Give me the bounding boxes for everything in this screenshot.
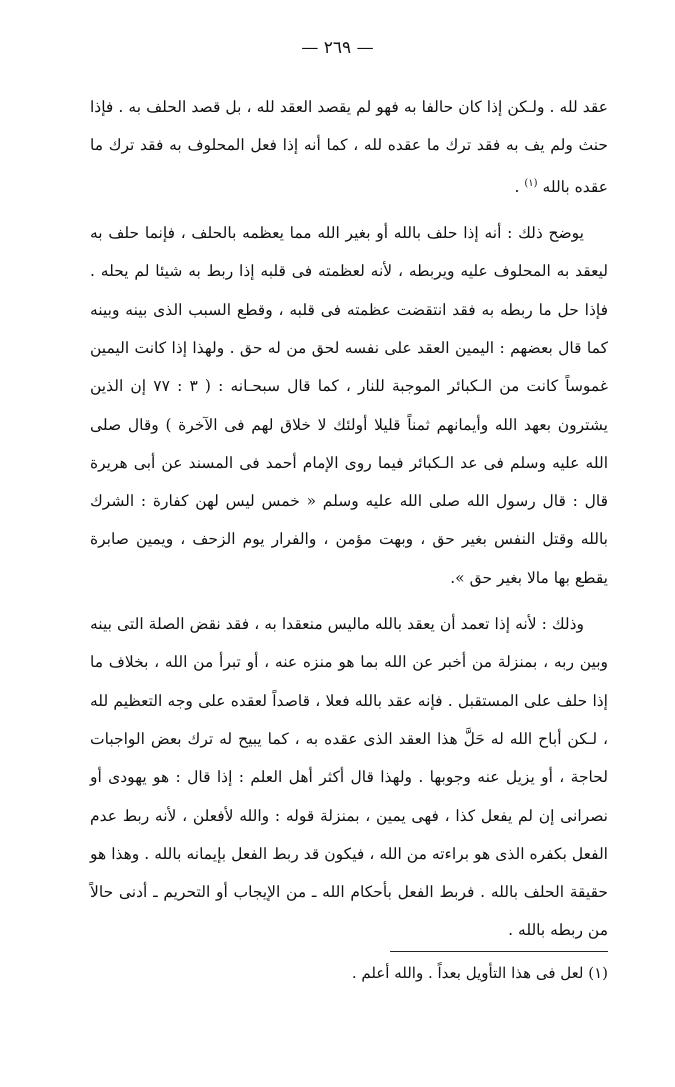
footnote: [90, 958, 608, 988]
paragraph-text: عقد لله . ولـكن إذا كان حالفا به فهو لم يقصد العقد لله ، بل قصد الحلف به . فإذا حنث ولم يف به فقد ترك ما عقده لله ، كما أنه إذا فعل المحلوف به فقد ترك ما عقده بالله: [90, 98, 608, 196]
paragraph-2: يوضح ذلك : أنه إذا حلف بالله أو بغير الله مما يعظمه بالحلف ، فإنما حلف به ليعقد به المحلوف عليه ويربطه ، لأنه لعظمته فى قلبه إذا ربط به شيئا لم يحله . فإذا حل ما ربطه به فقد انتقضت عظمته فى قلبه ، وقطع السبب الذى بينه وبينه كما قال بعضهم : اليمين العقد على نفسه لحق من له حق . ولهذا إذا كانت اليمين غموساً كانت من الـكبائر الموجبة للنار ، كما قال سبحـانه : ( ٣ : ٧٧ إن الذين يشترون بعهد الله وأيمانهم ثمناً قليلا أولئك لا خلاق لهم فى الآخرة ) وقال صلى الله عليه وسلم فى عد الـكبائر فيما روى الإمام أحمد فى المسند عن أبى هريرة قال : قال رسول الله صلى الله عليه وسلم « خمس ليس لهن كفارة : الشرك بالله وقتل النفس بغير حق ، وبهت مؤمن ، والفرار يوم الزحف ، ويمين صابرة يقطع بها مالا بغير حق ».: [90, 224, 608, 587]
footnote-marker: (١): [588, 964, 608, 982]
main-text: [90, 88, 608, 950]
paragraph-text: وذلك : لأنه إذا تعمد أن يعقد بالله ماليس منعقدا به ، فقد نقض الصلة التى بينه وبين ربه ، بمنزلة من أخبر عن الله بما هو منزه عنه ، أو تبرأ من الله ، بخلاف ما إذا حلف على المستقبل . فإنه عقد بالله فعلا ، قاصداً لعقده على وجه التعظيم لله ، لـكن أباح الله له حَلَّ هذا العقد الذى عقده به ، كما يبيح له ترك بعض الواجبات لحاجة ، أو يزيل عنه وجوبها . ولهذا قال أكثر أهل العلم : إذا قال : هو يهودى أو نصرانى إن لم يفعل كذا ، فهى يمين ، بمنزلة قوله : والله لأفعلن ، لأنه ربط عدم الفعل بكفره الذى هو براءته من الله ، فيكون قد ربط الفعل بإيمانه بالله . وهذا هو حقيقة الحلف بالله . فربط الفعل بأحكام الله ـ من الإيجاب أو التحريم ـ أدنى حالاً من ربطه بالله: [90, 615, 608, 940]
paragraph-1: عقد لله . ولـكن إذا كان حالفا به فهو لم يقصد العقد لله ، بل قصد الحلف به . فإذا حنث ولم يف به فقد ترك ما عقده لله ، كما أنه إذا فعل المحلوف به فقد ترك ما عقده بالله $^{(١)}$ .: [90, 98, 608, 196]
page-number: — ٢٦٩ —: [301, 38, 374, 58]
footnote-reference[interactable]: (١): [524, 177, 538, 189]
footnote-divider: [390, 951, 608, 952]
footnote-text: لعل فى هذا التأويل بعداً . والله أعلم .: [351, 964, 584, 982]
paragraph-text: يوضح ذلك : أنه إذا حلف بالله أو بغير الله مما يعظمه بالحلف ، فإنما حلف به ليعقد به المحلوف عليه ويربطه ، لأنه لعظمته فى قلبه إذا ربط به شيئا لم يحله . فإذا حل ما ربطه به فقد انتقضت عظمته فى قلبه ، وقطع السبب الذى بينه وبينه كما قال بعضهم : اليمين العقد على نفسه لحق من له حق . ولهذا إذا كانت اليمين غموساً كانت من الـكبائر الموجبة للنار ، كما قال سبحـانه : ( ٣ : ٧٧ إن الذين يشترون بعهد الله وأيمانهم ثمناً قليلا أولئك لا خلاق لهم فى الآخرة ) وقال صلى الله عليه وسلم فى عد الـكبائر فيما روى الإمام أحمد فى المسند عن أبى هريرة قال : قال رسول الله صلى الله عليه وسلم « خمس ليس لهن كفارة : الشرك بالله وقتل النفس بغير حق ، وبهت مؤمن ، والفرار يوم الزحف ، ويمين صابرة يقطع بها مالا بغير حق »: [90, 224, 608, 587]
paragraph-3: وذلك : لأنه إذا تعمد أن يعقد بالله ماليس منعقدا به ، فقد نقض الصلة التى بينه وبين ربه ، بمنزلة من أخبر عن الله بما هو منزه عنه ، أو تبرأ من الله ، بخلاف ما إذا حلف على المستقبل . فإنه عقد بالله فعلا ، قاصداً لعقده على وجه التعظيم لله ، لـكن أباح الله له حَلَّ هذا العقد الذى عقده به ، كما يبيح له ترك بعض الواجبات لحاجة ، أو يزيل عنه وجوبها . ولهذا قال أكثر أهل العلم : إذا قال : هو يهودى أو نصرانى إن لم يفعل كذا ، فهى يمين ، بمنزلة قوله : والله لأفعلن ، لأنه ربط عدم الفعل بكفره الذى هو براءته من الله ، فيكون قد ربط الفعل بإيمانه بالله . وهذا هو حقيقة الحلف بالله . فربط الفعل بأحكام الله ـ من الإيجاب أو التحريم ـ أدنى حالاً من ربطه بالله .: [90, 615, 608, 940]
